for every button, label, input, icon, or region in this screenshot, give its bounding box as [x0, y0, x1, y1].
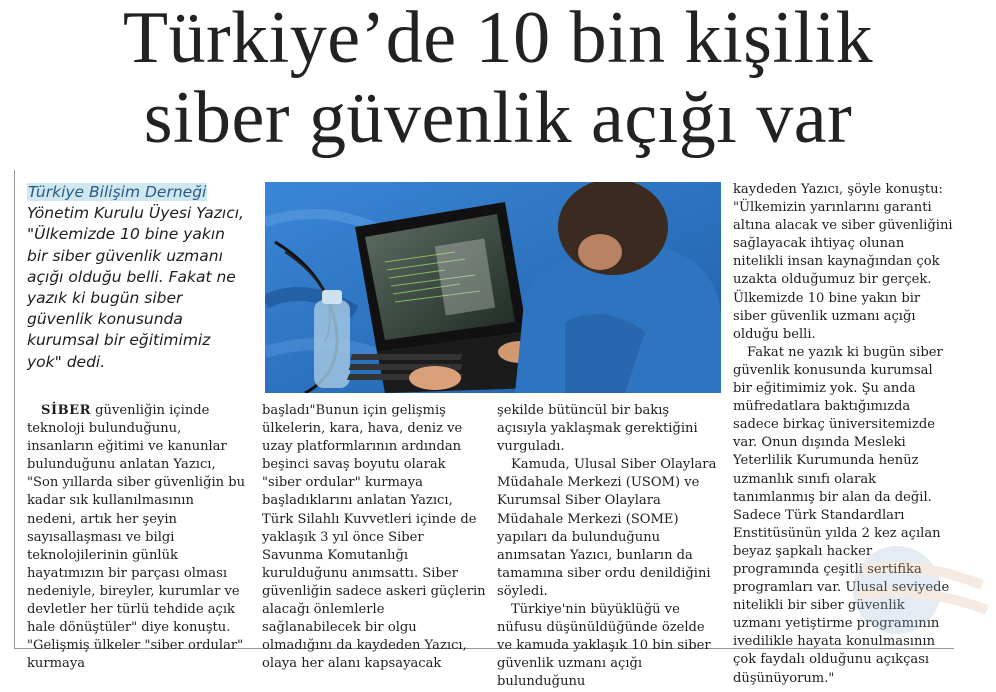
watermark-logo-icon — [842, 540, 992, 640]
column-4-paragraph-1: kaydeden Yazıcı, şöyle konuştu: "Ülkemizin yarınlarını garanti altına alacak ve siber güvenliğini sağlayacak ihtiyaç olunan nitelikli insan kaynağından çok uzakta olduğumuz bir gerçek. Ülkemizde 10 bine yakın bir siber güvenlik uzmanı açığı olduğu belli. — [733, 182, 953, 342]
column-1-text: güvenliğin içinde teknoloji bulunduğunu, insanların eğitimi ve kanunlar bulunduğunu anlatan Yazıcı, "Son yıllarda siber güvenliğin bu kadar sık kullanılmasının nedeni, artık her şeyin sayısallaşması ve bilgi teknolojilerinin günlük hayatımızın bir parçası olması nedeniyle, bireyler, kurumlar ve devletler her türlü tehdide açık hale dönüştüler" diye konuştu. "Gelişmiş ülkeler "siber ordular" kurmaya — [27, 403, 246, 672]
lead-text: Yönetim Kurulu Üyesi Yazıcı, "Ülkemizde 10 bine yakın bir siber güvenlik uzmanı açığı olduğu belli. Fakat ne yazık ki bugün siber güvenlik konusunda kurumsal bir eğitimimiz yok" dedi. — [27, 204, 244, 371]
left-border-rule — [14, 170, 15, 648]
headline-line-2: siber güvenlik açığı var — [143, 77, 853, 159]
column-3-paragraph-1: şekilde bütüncül bir bakış açısıyla yaklaşmak gerektiğini vurguladı. — [497, 403, 698, 455]
column-4-paragraph-2: Fakat ne yazık ki bugün siber güvenlik konusunda kurumsal bir eğitimimiz yok. Şu anda müfredatlara baktığımızda sadece birkaç üniversitemizde var. Onun dışında Mesleki Yeterlilik Kurumunda henüz uzmanlık sınıfı olarak tanımlanmış bir alan da değil. Sadece Türk Standardları Enstitüsünün yılda 2 kez açılan beyaz şapkalı hacker programında çeşitli sertifika programları var. Ulusal seviyede nitelikli bir siber güvenlik uzmanı yetiştirme programının ivedilikle hayata konulmasının çok faydalı olduğunu açıkçası düşünüyorum." — [733, 344, 950, 686]
column-2-paragraph: başladı"Bunun için gelişmiş ülkelerin, kara, hava, deniz ve uzay platformlarının ardından beşinci savaş boyutu olarak "siber ordular" kurmaya başladıklarını anlatan Yazıcı, Türk Silahlı Kuvvetleri içinde de yaklaşık 3 yıl önce Siber Savunma Komutanlığı kurulduğunu anımsattı. Siber güvenliğin sadece askeri güçlerin alacağı önlemlerle sağlanabilecek bir olgu olmadığını da kaydeden Yazıcı, olaya her alanı kapsayacak — [262, 403, 486, 672]
column-3 — [497, 402, 719, 692]
column-1 — [27, 402, 247, 673]
column-1-lead-word: SİBER — [41, 403, 92, 418]
person-using-laptop-photo-icon — [265, 182, 721, 393]
lead-paragraph — [27, 182, 249, 373]
article-photo — [265, 182, 721, 393]
column-3-paragraph-3: Türkiye'nin büyüklüğü ve nüfusu düşünüldüğünde özelde ve kamuda yaklaşık 10 bin siber güvenlik uzmanı açığı bulunduğunu — [497, 602, 711, 690]
column-1-paragraph — [27, 402, 247, 673]
lead-highlight: Türkiye Bilişim Derneği — [28, 183, 207, 201]
headline-line-1: Türkiye’de 10 bin kişilik — [122, 0, 874, 79]
column-2 — [262, 402, 487, 673]
column-3-paragraph-2: Kamuda, Ulusal Siber Olaylara Müdahale Merkezi (USOM) ve Kurumsal Siber Olaylara Müdahale Merkezi (SOME) yapıları da bulunduğunu anımsatan Yazıcı, bunların da tamamına siber ordu denildiğini söyledi. — [497, 457, 717, 599]
